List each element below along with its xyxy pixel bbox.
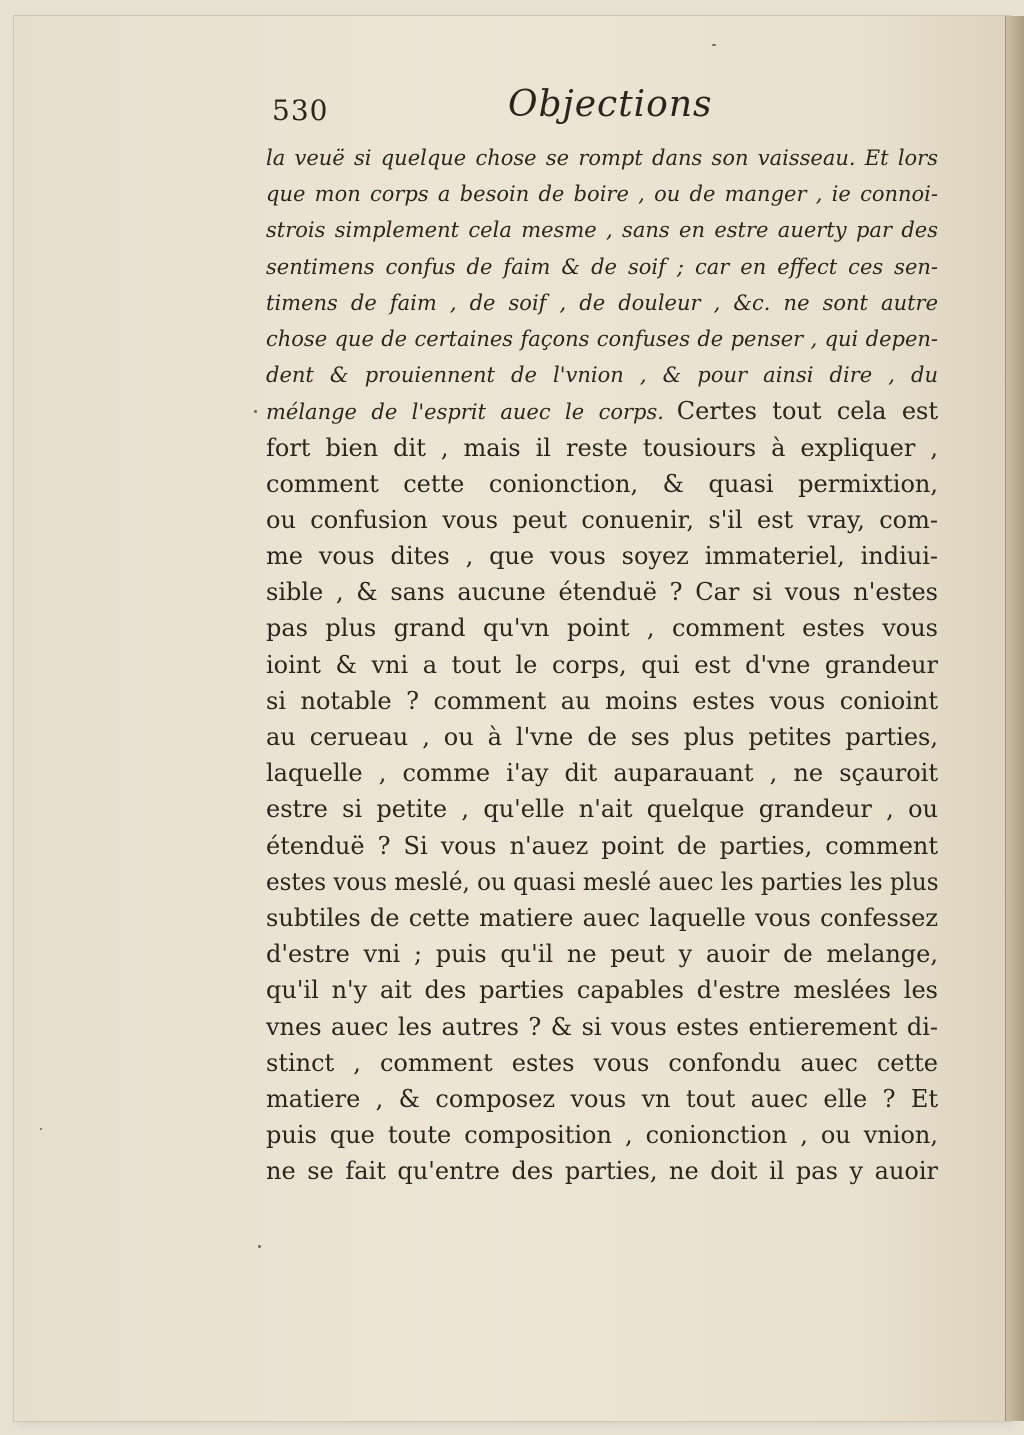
body-text (266, 140, 938, 1189)
text-line: stinct , comment estes vous confondu auec cette (266, 1048, 938, 1077)
text-line-italic-part: mélange de l'esprit auec le corps. (266, 400, 664, 425)
text-line: ne se fait qu'entre des parties, ne doit il pas y auoir (266, 1157, 938, 1186)
text-line: au cerueau , ou à l'vne de ses plus petites parties, (266, 723, 938, 751)
text-line: comment cette conionction, & quasi permixtion, (266, 469, 938, 498)
text-line: chose que de certaines façons confuses de penser , qui depen- (266, 326, 938, 351)
text-line: dent & prouiennent de l'vnion , & pour ainsi dire , du (266, 363, 938, 388)
text-line: sible , & sans aucune étenduë ? Car si vous n'estes (266, 578, 938, 607)
text-line-roman-part: Certes tout cela est (676, 397, 938, 426)
text-line: subtiles de cette matiere auec laquelle vous confessez (266, 903, 938, 932)
text-line: que mon corps a besoin de boire , ou de manger , ie connoi- (266, 182, 938, 207)
text-line: estre si petite , qu'elle n'ait quelque grandeur , ou (266, 795, 938, 824)
text-line: puis que toute composition , conionction , ou vnion, (266, 1121, 938, 1150)
text-line: matiere , & composez vous vn tout auec elle ? Et (266, 1084, 938, 1113)
text-line: ou confusion vous peut conuenir, s'il est vray, com- (266, 505, 938, 534)
running-head (272, 78, 713, 138)
text-line: étenduë ? Si vous n'auez point de parties, comment (266, 831, 938, 860)
page-fore-edge (1005, 16, 1024, 1421)
text-line: pas plus grand qu'vn point , comment estes vous (266, 614, 938, 643)
running-title: Objections (508, 84, 713, 125)
page-number: 530 (272, 94, 329, 127)
text-line: vnes auec les autres ? & si vous estes entierement di- (266, 1012, 938, 1041)
text-line: d'estre vni ; puis qu'il ne peut y auoir de melange, (266, 940, 938, 969)
text-line-mixed (266, 393, 938, 429)
paper-speck (40, 1128, 42, 1130)
text-line: ioint & vni a tout le corps, qui est d'vne grandeur (266, 650, 938, 679)
text-line: fort bien dit , mais il reste tousiours à expliquer , (266, 433, 938, 462)
text-line: si notable ? comment au moins estes vous conioint (266, 686, 938, 715)
text-line: laquelle , comme i'ay dit auparauant , ne sçauroit (266, 759, 938, 788)
paper-speck (254, 410, 257, 413)
text-line: sentimens confus de faim & de soif ; car en effect ces sen- (266, 254, 938, 279)
text-line: estes vous meslé, ou quasi meslé auec les parties les plus (266, 867, 939, 896)
text-line: timens de faim , de soif , de douleur , &c. ne sont autre (266, 290, 938, 315)
text-line: qu'il n'y ait des parties capables d'estre meslées les (266, 976, 938, 1005)
paper-speck (712, 44, 716, 46)
text-line: me vous dites , que vous soyez immateriel, indiui- (266, 542, 938, 571)
text-line: la veuë si quelque chose se rompt dans son vaisseau. Et lors (266, 146, 938, 170)
text-line: strois simplement cela mesme , sans en estre auerty par des (266, 218, 938, 243)
paper-speck (258, 1245, 261, 1248)
